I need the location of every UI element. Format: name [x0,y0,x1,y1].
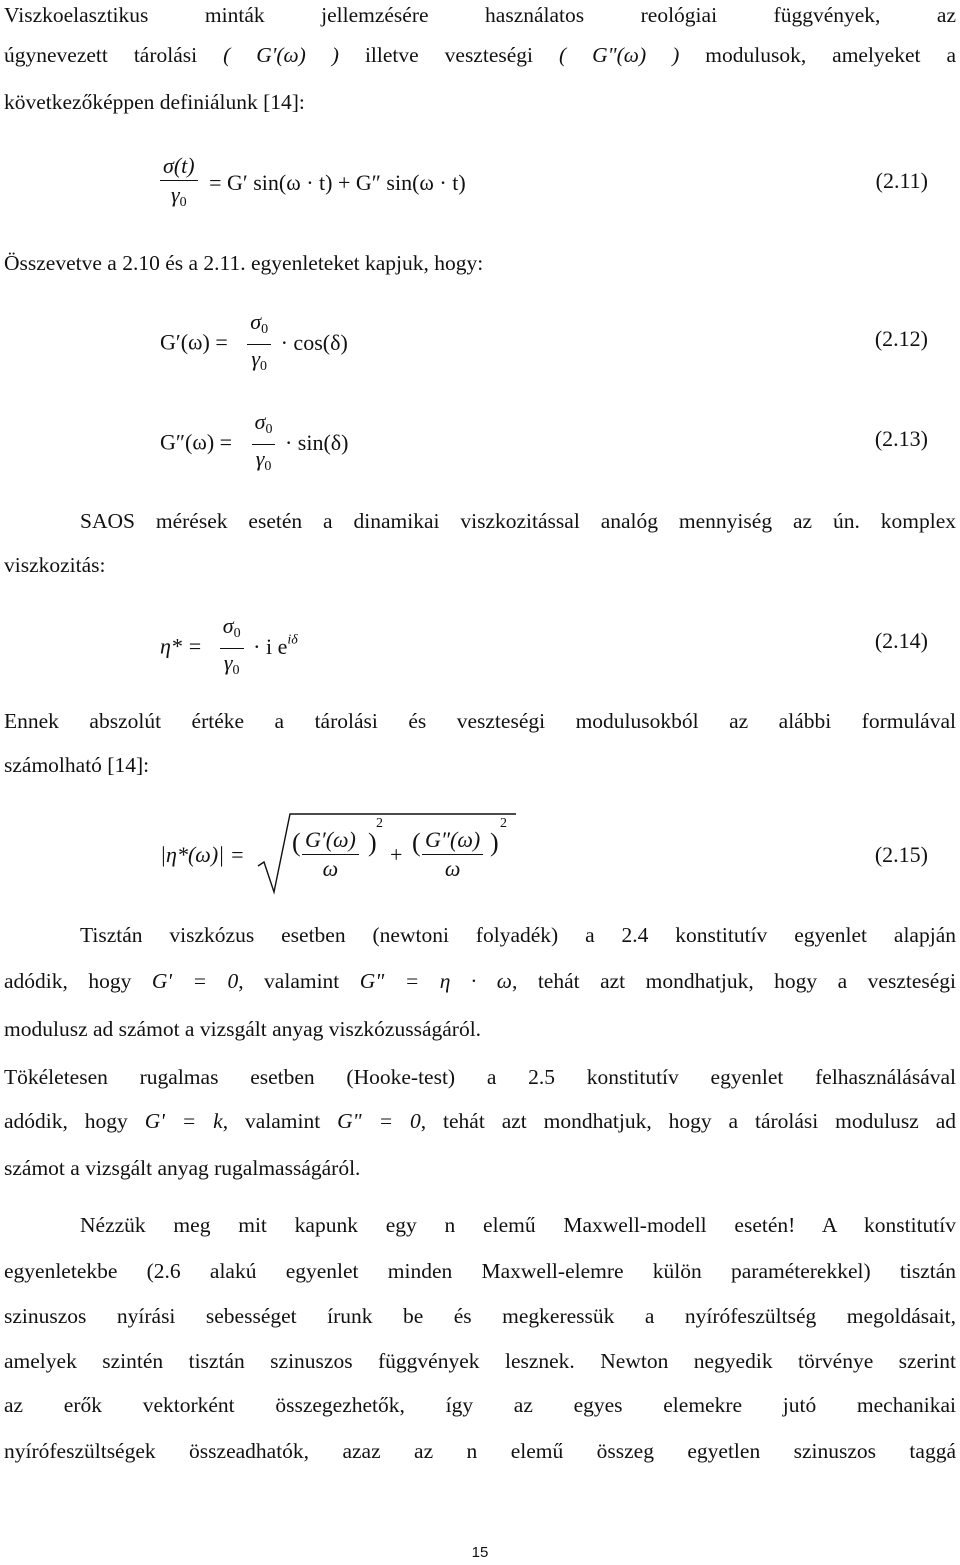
numerator: $\sigma_0$ [250,309,269,337]
fraction [160,152,198,217]
paragraph-line: az erők vektorként összegezhetők, így az egyes elemekre jutó mechanikai [4,1393,956,1417]
equation-rhs: · i e [253,633,288,659]
inline-math: G' = 0 [151,969,239,993]
paragraph-line: Összevetve a 2.10 és a 2.11. egyenleteket kapjuk, hogy: [4,251,484,275]
paragraph-line: szinuszos nyírási sebességet írunk be és megkeressük a nyírófeszültség megoldásait, [4,1304,956,1328]
paragraph-line: Ennek abszolút értéke a tárolási és veszteségi modulusokból az alábbi formulával [4,709,956,733]
equation-label: (2.12) [874,326,928,351]
paragraph-line: Tökéletesen rugalmas esetben (Hooke-test) a 2.5 konstitutív egyenlet felhasználásával [4,1065,956,1089]
exponent: 2 [376,816,383,831]
numerator: σ(t) [163,153,195,178]
paragraph-line: modulusz ad számot a vizsgált anyag viszkózusságáról. [4,1017,482,1041]
denominator: ω [444,856,461,881]
paragraph-line [4,40,956,70]
denominator: $\gamma_0$ [170,182,187,210]
equation-lhs: G″(ω) = [160,429,233,455]
numerator: $\sigma_0$ [222,613,241,641]
equation-rhs: · cos(δ) [280,329,348,355]
numerator: G″(ω) [425,827,481,852]
equation-2-13 [160,408,348,481]
fraction [422,826,483,883]
left-paren: ( [292,828,301,857]
numerator: $\sigma_0$ [254,409,273,437]
paragraph-line: adódik, hogy G' = k, valamint G" = 0, tehát azt mondhatjuk, hogy a tárolási modulusz ad [4,1109,956,1133]
left-paren: ( [412,828,421,857]
storage-modulus-inline: ( G'(ω) ) [223,43,339,67]
numerator: G′(ω) [305,827,356,852]
equation-label: (2.13) [874,426,928,451]
fraction [247,308,271,381]
denominator: $\gamma_0$ [251,346,268,374]
paragraph-line: Tisztán viszkózus esetben (newtoni folyadék) a 2.4 konstitutív egyenlet alapján [80,923,956,947]
equation-lhs: G′(ω) = [160,329,228,355]
denominator: $\gamma_0$ [255,446,272,474]
loss-modulus-inline: ( G"(ω) ) [558,43,680,67]
equation-label: (2.11) [875,168,928,193]
inline-math: G" = 0 [337,1109,421,1133]
equation-label: (2.15) [874,842,928,867]
paragraph-line: amelyek szintén tisztán szinuszos függvények lesznek. Newton negyedik törvénye szerint [4,1349,956,1373]
equation-label: (2.14) [874,628,928,653]
right-paren: ) [368,828,377,857]
paragraph-line: SAOS mérések esetén a dinamikai viszkozitással analóg mennyiség az ún. komplex [80,509,956,533]
right-paren: ) [490,828,499,857]
exponent: 2 [500,816,507,831]
text: illetve veszteségi [364,43,533,67]
plus-sign: + [390,842,403,867]
fraction [220,612,244,685]
inline-math: G" = η · ω [359,969,512,993]
fraction [302,826,359,883]
equation-2-14 [160,612,298,685]
paragraph-line: adódik, hogy G' = 0, valamint G" = η · ω, tehát azt mondhatjuk, hogy a veszteségi [4,969,957,993]
paragraph-line: egyenletekbe (2.6 alakú egyenlet minden Maxwell-elemre külön paraméterekkel) tisztán [4,1259,956,1283]
paragraph-line: számot a vizsgált anyag rugalmasságáról. [4,1156,361,1180]
paragraph-line: nyírófeszültségek összeadhatók, azaz az n elemű összeg egyetlen szinuszos taggá [4,1439,956,1463]
equation-rhs: · sin(δ) [284,429,349,455]
denominator: $\gamma_0$ [223,650,240,678]
equation-lhs: η* = [160,633,203,659]
text: úgynevezett tárolási [4,43,198,67]
paragraph-line: következőképpen definiálunk [14]: [4,90,305,114]
equation-lhs: |η*(ω)| = [160,842,245,867]
page-number: 15 [471,1544,489,1561]
inline-math: G' = k [144,1109,223,1133]
equation-2-11 [160,152,466,217]
equation-rhs: = G′ sin(ω · t) + G″ sin(ω · t) [209,169,466,195]
denominator: ω [322,856,339,881]
paragraph-line: Viszkoelasztikus minták jellemzésére használatos reológiai függvények, az [4,3,956,27]
fraction [252,408,276,481]
equation-2-12 [160,308,348,381]
paragraph-line: viszkozitás: [4,553,106,577]
paragraph-line: Nézzük meg mit kapunk egy n elemű Maxwell-modell esetén! A konstitutív [80,1213,956,1237]
exponent: iδ [287,632,298,648]
paragraph-line: számolható [14]: [4,753,150,777]
text: modulusok, amelyeket a [705,43,957,67]
equation-2-15 [160,818,520,898]
